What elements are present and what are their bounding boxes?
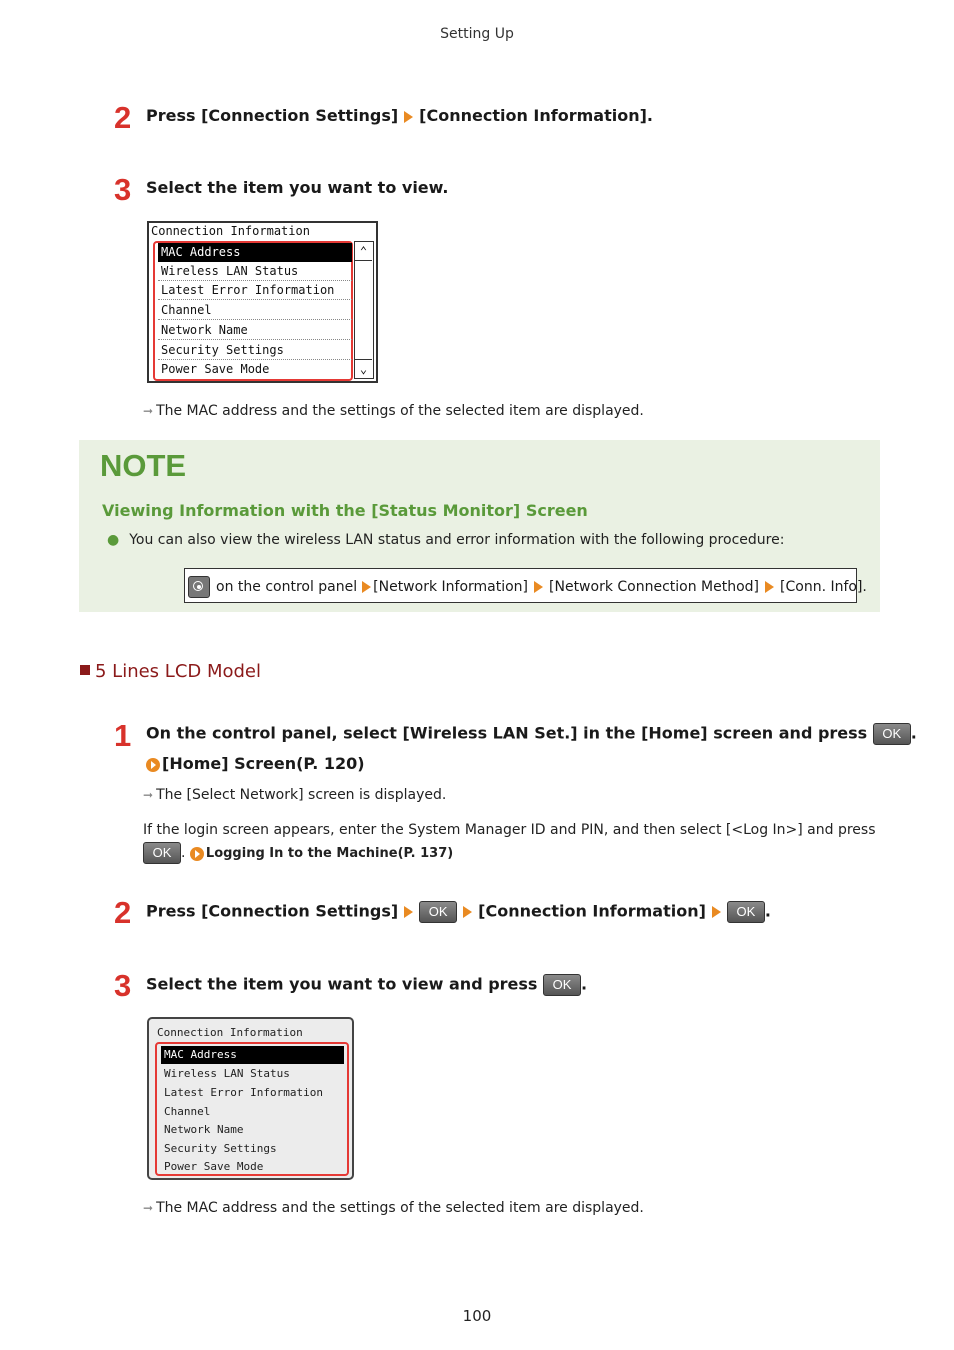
paragraph-text: . xyxy=(181,845,186,861)
lcd-item-mac-address: MAC Address xyxy=(161,1046,344,1064)
link-arrow-icon xyxy=(190,847,204,861)
arrow-right-icon xyxy=(362,581,371,593)
result-arrow-icon: ➞ xyxy=(143,404,154,418)
lcd-item-mac-address: MAC Address xyxy=(158,243,352,262)
note-bullet xyxy=(107,532,784,548)
step-text: Press [Connection Settings] xyxy=(146,901,399,921)
lcd-item-wireless-lan-status: Wireless LAN Status xyxy=(164,1067,290,1080)
procedure-step: on the control panel xyxy=(216,579,358,595)
result-label: The MAC address and the settings of the selected item are displayed. xyxy=(156,1200,644,1216)
link-label: [Home] Screen(P. 120) xyxy=(162,754,365,773)
arrow-right-icon xyxy=(404,111,413,123)
login-paragraph: If the login screen appears, enter the System Manager ID and PIN, and then select [<Log In>] and press xyxy=(143,822,876,838)
ok-key-icon: OK xyxy=(727,901,765,923)
login-paragraph-continued xyxy=(143,842,453,864)
result-arrow-icon: ➞ xyxy=(143,788,154,802)
arrow-right-icon xyxy=(404,906,413,918)
lcd-item-security-settings: Security Settings xyxy=(158,341,352,360)
lcd-item-wireless-lan-status: Wireless LAN Status xyxy=(158,262,352,281)
procedure-box xyxy=(184,568,867,603)
result-text xyxy=(143,787,446,803)
step-3-instruction: Select the item you want to view. xyxy=(146,178,449,197)
result-text xyxy=(143,403,644,419)
step-number: 1 xyxy=(114,718,132,753)
result-arrow-icon: ➞ xyxy=(143,1201,154,1215)
lcd-scrollbar xyxy=(354,241,374,379)
section-title-label: 5 Lines LCD Model xyxy=(95,661,262,682)
step-3-instruction xyxy=(146,974,587,996)
chevron-down-icon: ⌄ xyxy=(355,359,372,378)
lcd-item-network-name: Network Name xyxy=(164,1123,244,1136)
step-text: . xyxy=(764,901,771,921)
step-text: [Connection Information]. xyxy=(419,106,653,125)
lcd-screen-5-lines xyxy=(147,1017,354,1180)
result-label: The MAC address and the settings of the selected item are displayed. xyxy=(156,403,644,419)
lcd-item-channel: Channel xyxy=(158,301,352,320)
step-1-instruction xyxy=(146,723,917,745)
arrow-right-icon xyxy=(534,581,543,593)
lcd-item-network-name: Network Name xyxy=(158,321,352,340)
result-label: The [Select Network] screen is displayed. xyxy=(156,787,447,803)
ok-key-icon: OK xyxy=(419,901,457,923)
step-number: 3 xyxy=(114,968,132,1003)
lcd-item-power-save-mode: Power Save Mode xyxy=(164,1160,264,1173)
procedure-step: [Conn. Info]. xyxy=(780,579,867,595)
note-subtitle: Viewing Information with the [Status Monitor] Screen xyxy=(102,501,588,520)
result-text xyxy=(143,1200,644,1216)
link-label: Logging In to the Machine(P. 137) xyxy=(205,846,454,861)
note-title: NOTE xyxy=(100,448,187,483)
ok-key-icon: OK xyxy=(873,723,911,745)
section-title xyxy=(80,661,261,682)
lcd-title: Connection Information xyxy=(157,1026,303,1039)
bullet-icon: ● xyxy=(107,532,120,548)
login-link[interactable] xyxy=(190,846,453,861)
square-bullet-icon xyxy=(80,665,90,675)
step-number: 2 xyxy=(114,100,132,135)
step-text: On the control panel, select [Wireless LAN Set.] in the [Home] screen and press xyxy=(146,723,868,743)
step-number: 2 xyxy=(114,895,132,930)
arrow-right-icon xyxy=(765,581,774,593)
step-text: . xyxy=(910,723,917,743)
lcd-title: Connection Information xyxy=(151,224,310,238)
lcd-item-power-save-mode: Power Save Mode xyxy=(161,362,270,376)
step-number: 3 xyxy=(114,172,132,207)
lcd-item-latest-error-information: Latest Error Information xyxy=(158,281,352,300)
lcd-item-list xyxy=(153,241,353,381)
lcd-item-latest-error-information: Latest Error Information xyxy=(164,1086,323,1099)
lcd-screen-connection-information xyxy=(147,221,378,383)
lcd-item-security-settings: Security Settings xyxy=(164,1142,277,1155)
lcd-item-list xyxy=(155,1042,349,1176)
step-text: [Connection Information] xyxy=(478,901,706,921)
arrow-right-icon xyxy=(463,906,472,918)
link-arrow-icon xyxy=(146,758,160,772)
control-panel-nav-icon xyxy=(188,576,210,598)
ok-key-icon: OK xyxy=(543,974,581,996)
step-2-instruction xyxy=(146,901,771,923)
step-text: Press [Connection Settings] xyxy=(146,106,399,125)
note-bullet-text: You can also view the wireless LAN status and error information with the following procedure: xyxy=(129,532,785,548)
ok-key-icon: OK xyxy=(143,842,181,864)
page-number: 100 xyxy=(462,1307,492,1325)
procedure-step: [Network Connection Method] xyxy=(549,579,760,595)
procedure-step: [Network Information] xyxy=(373,579,529,595)
home-screen-link[interactable] xyxy=(146,754,365,773)
step-2-instruction xyxy=(146,106,653,125)
step-text: . xyxy=(581,974,588,994)
arrow-right-icon xyxy=(712,906,721,918)
lcd-item-channel: Channel xyxy=(164,1105,211,1118)
chevron-up-icon: ⌃ xyxy=(355,242,372,261)
step-text: Select the item you want to view and press xyxy=(146,974,538,994)
page-header: Setting Up xyxy=(440,26,514,42)
